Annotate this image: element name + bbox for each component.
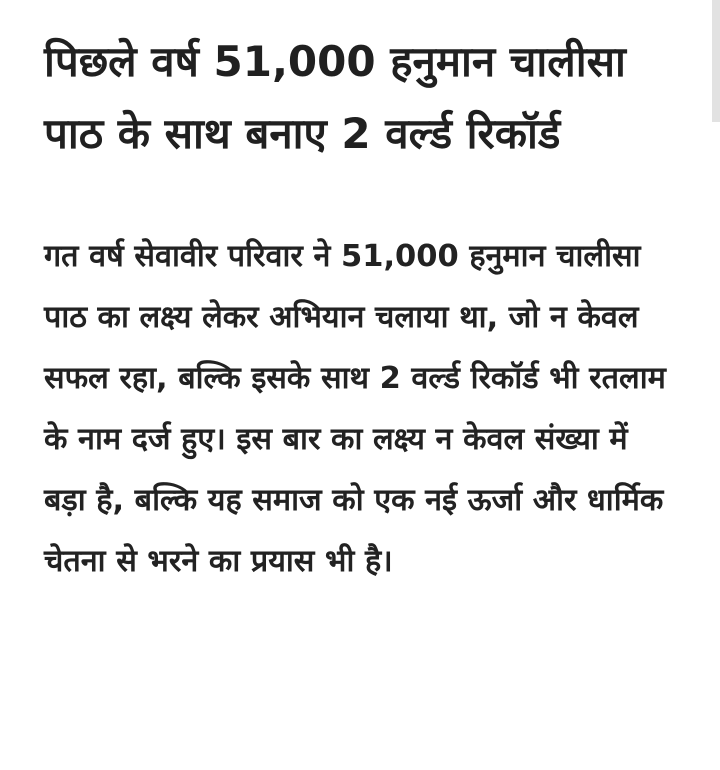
article	[44, 26, 674, 592]
scrollbar[interactable]	[712, 0, 720, 122]
article-paragraph: गत वर्ष सेवावीर परिवार ने 51,000 हनुमान चालीसा पाठ का लक्ष्य लेकर अभियान चलाया था, जो न केवल सफल रहा, बल्कि इसके साथ 2 वर्ल्ड रिकॉर्ड भी रतलाम के नाम दर्ज हुए। इस बार का लक्ष्य न केवल संख्या में बड़ा है, बल्कि यह समाज को एक नई ऊर्जा और धार्मिक चेतना से भरने का प्रयास भी है।	[44, 239, 666, 579]
article-headline: पिछले वर्ष 51,000 हनुमान चालीसा पाठ के साथ बनाए 2 वर्ल्ड रिकॉर्ड	[44, 37, 626, 158]
